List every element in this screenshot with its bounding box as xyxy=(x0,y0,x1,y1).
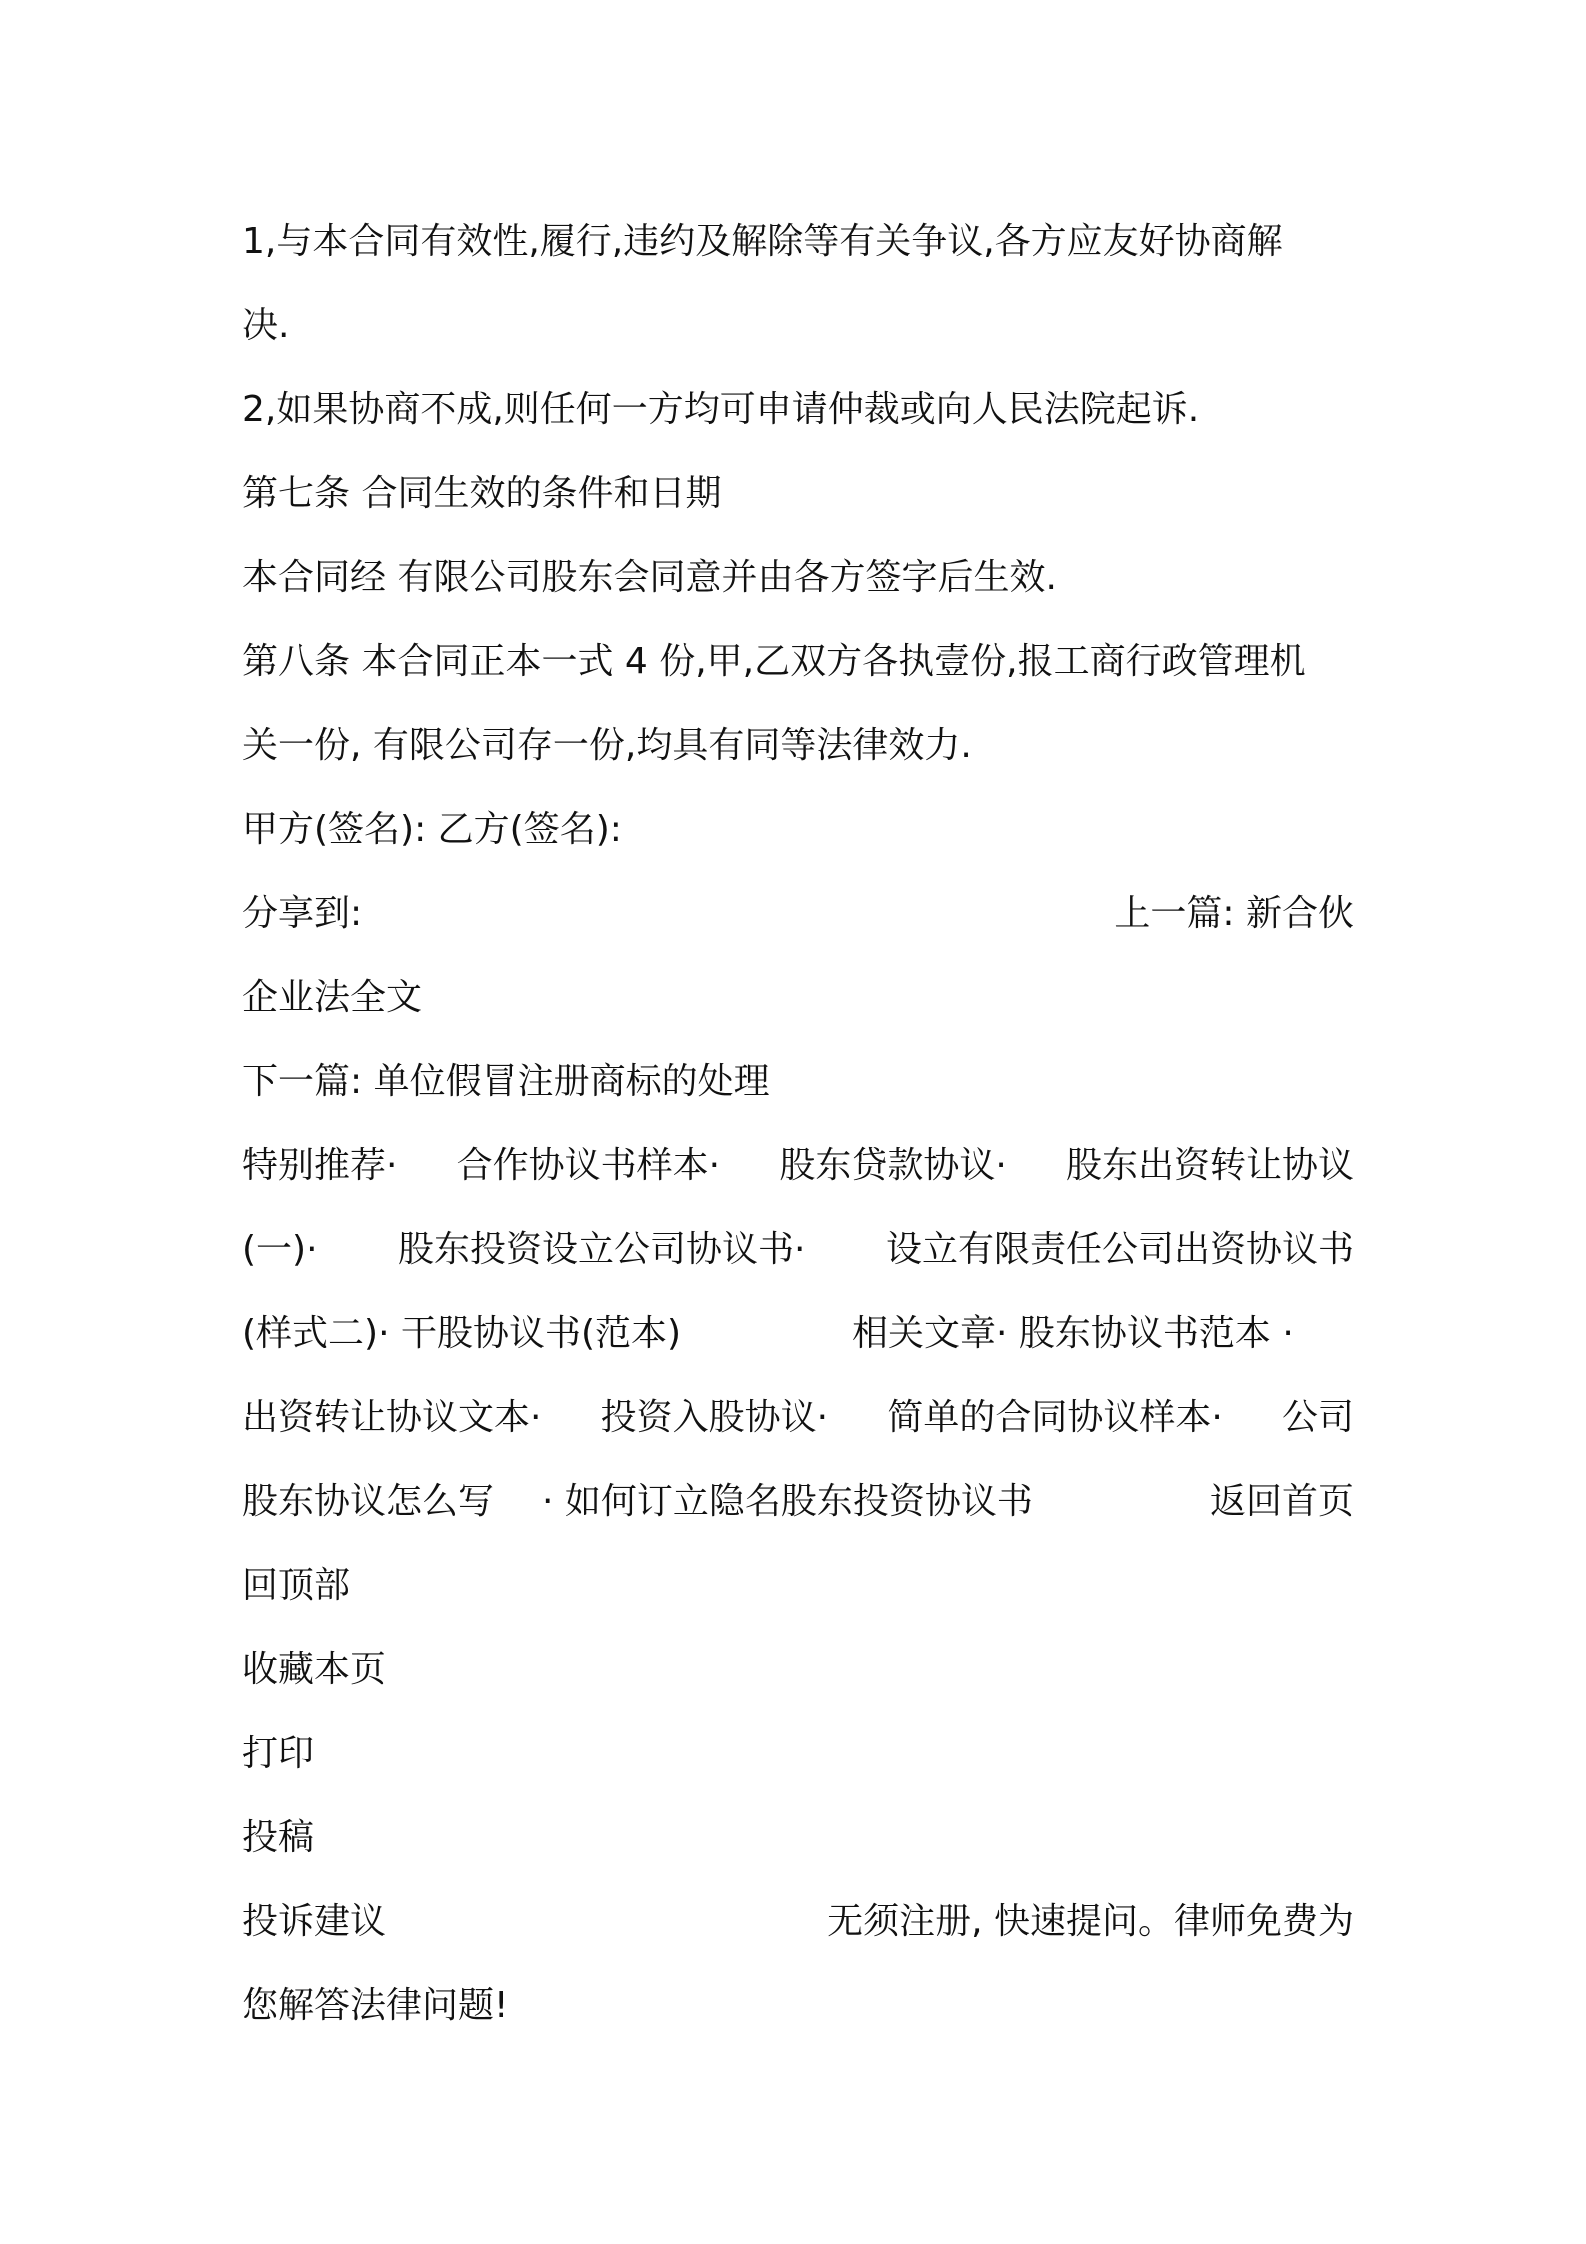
recommend-link[interactable]: (样式二)· 干股协议书(范本) xyxy=(242,1313,682,1354)
recommend-link[interactable]: 股东投资设立公司协议书· xyxy=(398,1229,806,1270)
signature-line: 甲方(签名): 乙方(签名): xyxy=(242,809,622,850)
recommend-row-3 xyxy=(242,1292,1354,1376)
recommend-link[interactable]: 股东贷款协议· xyxy=(779,1145,1007,1186)
bookmark-link[interactable]: 收藏本页 xyxy=(242,1649,387,1690)
arbitration-clause: 2,如果协商不成,则任何一方均可申请仲裁或向人民法院起诉. xyxy=(242,389,1200,430)
home-link[interactable]: 返回首页 xyxy=(1209,1481,1354,1522)
article-7-body: 本合同经 有限公司股东会同意并由各方签字后生效. xyxy=(242,557,1057,598)
recommend-row-4 xyxy=(242,1376,1354,1460)
article-7-title: 第七条 合同生效的条件和日期 xyxy=(242,473,722,514)
ask-question-text-cont[interactable]: 您解答法律问题! xyxy=(242,1985,509,2026)
ask-question-text[interactable]: 无须注册, 快速提问。律师免费为 xyxy=(827,1901,1354,1942)
recommend-link[interactable]: 公司 xyxy=(1281,1397,1354,1438)
article-8-line-2: 关一份, 有限公司存一份,均具有同等法律效力. xyxy=(242,725,972,766)
recommend-link[interactable]: 简单的合同协议样本· xyxy=(887,1397,1223,1438)
prev-article-link-cont[interactable]: 企业法全文 xyxy=(242,977,423,1018)
next-article-link[interactable]: 下一篇: 单位假冒注册商标的处理 xyxy=(242,1061,770,1102)
dispute-clause-line-2: 决. xyxy=(242,305,290,346)
recommend-link[interactable]: 股东出资转让协议 xyxy=(1065,1145,1354,1186)
recommend-link[interactable]: 出资转让协议文本· xyxy=(242,1397,542,1438)
share-prev-row xyxy=(242,872,1354,956)
recommend-link[interactable]: 投资入股协议· xyxy=(600,1397,829,1438)
recommend-row-1 xyxy=(242,1124,1354,1208)
complaint-link[interactable]: 投诉建议 xyxy=(242,1901,387,1942)
submit-link[interactable]: 投稿 xyxy=(242,1817,315,1858)
dispute-clause-line-1: 1,与本合同有效性,履行,违约及解除等有关争议,各方应友好协商解 xyxy=(242,221,1283,262)
prev-article-link[interactable]: 上一篇: 新合伙 xyxy=(1114,893,1354,934)
article-8-line-1: 第八条 本合同正本一式 4 份,甲,乙双方各执壹份,报工商行政管理机 xyxy=(242,641,1306,682)
document-page xyxy=(242,200,1354,2048)
related-articles[interactable]: 相关文章· 股东协议书范本 · xyxy=(852,1313,1294,1354)
share-label: 分享到: xyxy=(242,893,363,934)
recommend-link[interactable]: · 如何订立隐名股东投资协议书 xyxy=(542,1481,1033,1522)
recommend-link[interactable]: (一)· xyxy=(242,1229,318,1270)
recommend-link[interactable]: 股东协议怎么写 xyxy=(242,1481,495,1522)
recommend-link[interactable]: 设立有限责任公司出资协议书 xyxy=(885,1229,1354,1270)
recommend-label: 特别推荐· xyxy=(242,1145,398,1186)
recommend-row-5 xyxy=(242,1460,1354,1544)
back-to-top-link[interactable]: 回顶部 xyxy=(242,1565,351,1606)
print-link[interactable]: 打印 xyxy=(242,1733,315,1774)
recommend-link[interactable]: 合作协议书样本· xyxy=(456,1145,721,1186)
complaint-ask-row xyxy=(242,1880,1354,1964)
recommend-row-2 xyxy=(242,1208,1354,1292)
